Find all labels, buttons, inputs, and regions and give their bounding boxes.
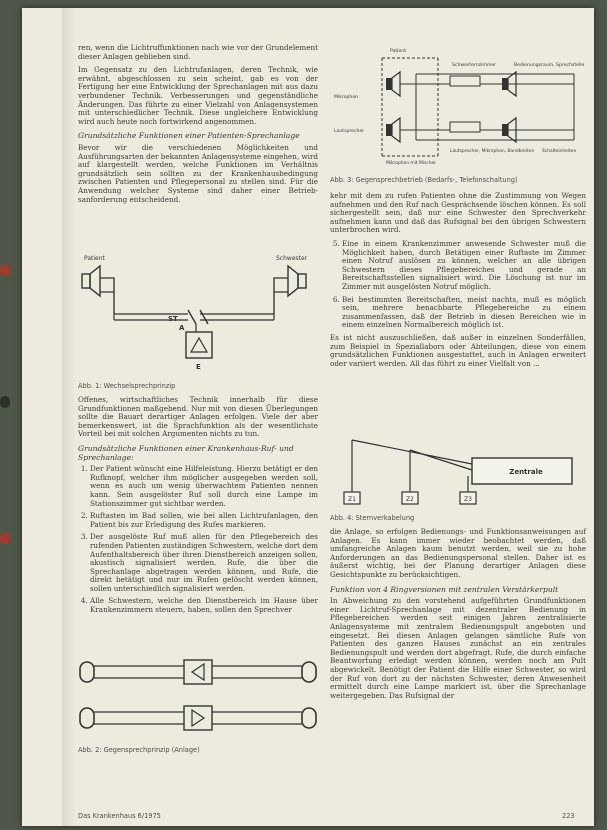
left-column bbox=[78, 44, 318, 209]
intro-paragraph-1: ren, wenn die Lichtruffunktionen nach wie vor der Grundelement dieser Anlagen geblieben sind. bbox=[78, 43, 318, 61]
figure-4-diagram bbox=[330, 418, 586, 510]
handset-right-icon bbox=[302, 708, 316, 728]
fig3-label: Bedienungsraum, Sprechstelle bbox=[514, 63, 585, 68]
binder-ring bbox=[0, 264, 10, 276]
speaker-right-icon bbox=[288, 266, 306, 296]
paragraph: kehr mit dem zu rufen Patienten ohne die Zustimmung von Wegen aufnehmen und den Ruf nach Gesprächsende löschen können. Es soll sichergestellt sein, daß nur eine Schwester den Sprechverkehr aufnehmen kann und daß das Rufsignal bei den übrigen Schwestern unterbrochen wird. bbox=[330, 191, 586, 235]
fig4-node-label: Z1 bbox=[348, 496, 356, 503]
list-item: 1. Der Patient wünscht eine Hilfeleistung. Hierzu betätigt er den Rufknopf, welcher ihm möglicher ausgegeben werden soll, wenn es auch um wenig überwachtem Patienten nennen kann. Sein ausgelöster Ruf soll durch eine Lampe im Stationszimmer gut sichtbar werden. bbox=[90, 465, 318, 508]
binder-ring bbox=[0, 396, 10, 408]
binder-ring bbox=[0, 532, 10, 544]
left-column-lower bbox=[78, 396, 318, 619]
section-heading: Funktion von 4 Ringversionen mit zentralen Verstärkerpult bbox=[330, 584, 559, 594]
list-item: 6. Bei bestimmten Bereitschaften, meist nachts, muß es möglich sein, mehrere benachbarte Pflegebereiche zu einem zusammenfassen, daß der Betrieb in diesen Bereichen wie in einem einzelnen Normalbereich möglich ist. bbox=[342, 296, 586, 330]
fig4-node-label: Z3 bbox=[464, 496, 472, 503]
right-column bbox=[330, 192, 586, 373]
fig1-label-a: A bbox=[179, 324, 185, 332]
figure-3-diagram bbox=[326, 44, 588, 170]
fig3-label: Lautsprecher, Mikrophon, Bandbreiten bbox=[450, 149, 535, 154]
amplifier-icon bbox=[191, 338, 207, 352]
intro-paragraph-2: Im Gegensatz zu den Lichtrufanlagen, deren Technik, wie erwähnt, abgeschlossen zu sein scheint, gab es von der Fertigung her eine Entwicklung der Sprechanlagen mit aus dazu verbundener Technik. Verbesserungen und gegenständliche Änderungen. Das führte zu einer Vielzahl von Anlagensystemen mit unterschiedlicher Technik. Diese ungleichere Entwicklung wird auch heute noch fortwirkend angenommen. bbox=[78, 65, 318, 126]
list-item: 2. Ruftasten im Bad sollen, wie bei allen Lichtrufanlagen, den Patient bis zur Erledigung des Rufes markieren. bbox=[90, 512, 318, 529]
fig3-label: Schwesternzimmer bbox=[452, 63, 497, 68]
fig3-label: Lautsprecher bbox=[334, 129, 365, 134]
list-item: 3. Der ausgelöste Ruf muß allen für den Pflegebereich des rufenden Patienten zuständigen Schwestern, welche dort dem Aufenthaltsbereich über ihren Dienstbereich anzeigen sollen, akustisch signalisiert werden. Rufe, die über die Sprechanlage abgetragen werden können, und Rufe, die direkt betätigt und nur im Rufen gelöscht werden können, sollen unterschiedlich signalisiert werden. bbox=[90, 533, 318, 593]
figure-2-caption: Abb. 2: Gegensprechprinzip (Anlage) bbox=[78, 746, 200, 754]
fig3-label: Mikrophon bbox=[334, 95, 359, 100]
fig3-label: Mikrophon mit Mischer bbox=[386, 161, 436, 166]
handset-left-icon bbox=[80, 708, 94, 728]
right-column-lower bbox=[330, 528, 586, 705]
list-item: 4. Alle Schwestern, welche den Dienstbereich im Hause über Krankenzimmern steuern, haben, sollen den Sprechver bbox=[90, 597, 318, 614]
list-item: 5. Eine in einem Krankenzimmer anwesende Schwester muß die Möglichkeit haben, durch Betätigen einer Ruftaste im Zimmer einen Notruf auslösen zu können, welcher an alle übrigen Schwestern dieses Pflegebereiches und gerade an Bereitschaftsstellen signalisiert wird. Die Löschung ist nur im Zimmer mit ausgelösten Notruf möglich. bbox=[342, 240, 586, 292]
figure-1-diagram bbox=[78, 252, 318, 378]
section-heading: Grundsätzliche Funktionen einer Patienten-Sprechanlage bbox=[78, 131, 300, 141]
fig1-label-nurse: Schwester bbox=[276, 255, 308, 262]
figure-3-caption: Abb. 3: Gegensprechbetrieb (Bedarfs-, Telefonschaltung) bbox=[330, 176, 518, 184]
paragraph: Bevor wir die verschiedenen Möglichkeiten und Ausführungsarten der bekannten Anlagensysteme eingehen, wird auf klargestellt werden, welche Funktionen im Verhältnis grundsätzlich sein sollten zu der Krankenhausbedingung zwischen Patienten und Pflegepersonal zu stellen sind. Für die Anwendung welcher Systeme sind daher einer Betriebsanforderung entscheidend. bbox=[78, 142, 318, 204]
fig3-label: Schalteinheiten bbox=[542, 149, 577, 154]
figure-1-caption: Abb. 1: Wechselsprechprinzip bbox=[78, 382, 176, 390]
paragraph: In Abweichung zu den vorstehend aufgeführten Grundfunktionen einer Lichtruf-Sprechanlage mit dezentraler Bedienung in Pflegebereichen werden seit einigen Jahren zentralisierte Anlagensysteme mit zentralem Bedienungspult angeboten und eingesetzt. Bei diesen Anlagen gelangen sämtliche Rufe von Patienten des ganzen Hauses zunächst an ein zentrales Bedienungspult und werden dort abgefragt. Rufe, die durch einfache Beantwortung erledigt werden können, werden noch am Pult abgewickelt. Benötigt der Patient die Hilfe einer Schwester, so wird der Ruf von dort zu der nächsten Schwester, deren Anwesenheit ermittelt durch eine Lampe markiert ist, über die Sprechanlage weitergegeben. Das Rufsignal der bbox=[330, 596, 586, 700]
speaker-icon bbox=[386, 72, 400, 96]
speaker-icon bbox=[386, 118, 400, 142]
document-page bbox=[22, 8, 594, 826]
fig1-label-st: ST bbox=[168, 315, 178, 323]
speaker-left-icon bbox=[82, 266, 100, 296]
fig4-central-label: Zentrale bbox=[509, 468, 543, 476]
section-heading: Grundsätzliche Funktionen einer Krankenhaus-Ruf- und Sprechanlage: bbox=[78, 443, 294, 462]
figure-4-caption: Abb. 4: Sternverkabelung bbox=[330, 514, 415, 522]
fig4-node-label: Z2 bbox=[406, 496, 414, 503]
handset-right-icon bbox=[302, 662, 316, 682]
paragraph: Offenes, wirtschaftliches Technik innerhalb für diese Grundfunktionen maßgebend. Nur mit von diesen Überlegungen sollte die Bauart derartiger Anlagen erfolgen. Viele der aber bemerkenswert, ist die Sprachfunktion als der wesentlichste Vorteil bei mit solchen Argumenten nichts zu tun. bbox=[78, 395, 318, 439]
paragraph: Es ist nicht auszuschließen, daß außer in einzelnen Sonderfällen, zum Beispiel in Speziallabors oder Abteilungen, diese von einem grundsätzlichen Funktionen ausgestattet, auch in Anlagen erweitert oder variiert werden. All das führt zu einer Vielfalt von ... bbox=[330, 332, 586, 368]
footer-journal: Das Krankenhaus 6/1975 bbox=[78, 812, 161, 820]
fig3-label: Patient bbox=[390, 49, 406, 54]
paragraph: die Anlage, so erfolgen Bedienungs- und Funktionsanweisungen auf Anlagen. Es kann immer wieder beobachtet werden, daß umfangreiche Anlagen kaum benutzt werden, weil sie zu hohe Anforderungen an das Bedienungspersonal stellen. Daher ist es äußerst wichtig, bei der Planung derartiger Anlagen diese Gesichtspunkte zu berücksichtigen. bbox=[330, 527, 586, 579]
figure-2-diagram bbox=[78, 650, 318, 742]
page-gutter bbox=[62, 8, 76, 826]
page-number: 223 bbox=[562, 812, 575, 820]
fig1-label-e: E bbox=[196, 363, 201, 371]
fig1-label-patient: Patient bbox=[84, 255, 105, 262]
handset-left-icon bbox=[80, 662, 94, 682]
